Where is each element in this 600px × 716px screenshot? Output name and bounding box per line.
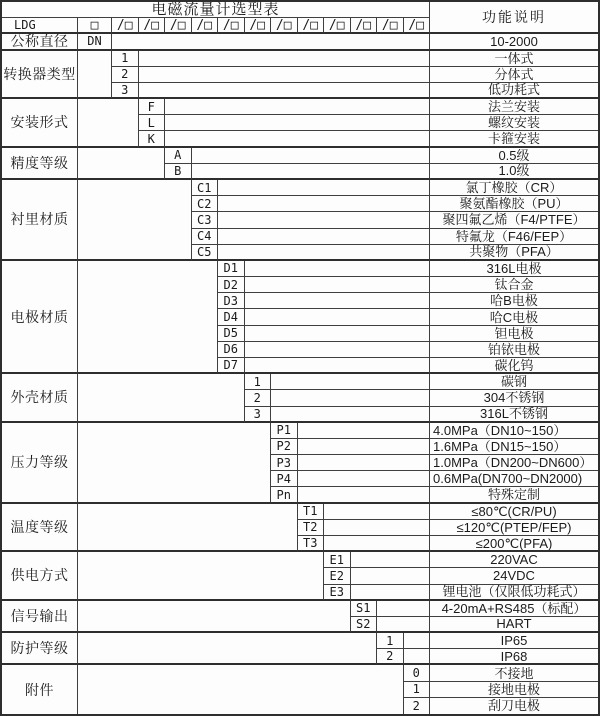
filler-cell — [78, 261, 218, 374]
filler-cell — [351, 568, 431, 584]
filler-cell — [112, 34, 430, 50]
option-desc: ≤80℃(CR/PU) — [430, 504, 598, 520]
filler-cell — [245, 326, 431, 342]
option-desc: 共聚物（PFA） — [430, 245, 598, 261]
model-slot-cell: /□ — [324, 18, 351, 34]
filler-cell — [271, 407, 430, 423]
model-slot-cell: /□ — [404, 18, 431, 34]
filler-cell — [78, 180, 192, 261]
option-desc: 1.6MPa（DN15~150） — [430, 439, 598, 455]
option-code: 1 — [377, 633, 404, 649]
filler-cell — [404, 649, 431, 665]
option-code: D6 — [218, 342, 245, 358]
group-label: 衬里材质 — [2, 180, 78, 261]
filler-cell — [165, 115, 430, 131]
option-code: C5 — [192, 245, 219, 261]
option-code: D3 — [218, 293, 245, 309]
table-title: 电磁流量计选型表 — [2, 2, 430, 18]
filler-cell — [245, 358, 431, 374]
filler-cell — [78, 51, 112, 100]
option-desc: 哈C电极 — [430, 309, 598, 325]
filler-cell — [78, 665, 404, 714]
filler-cell — [245, 261, 431, 277]
function-description-header: 功能说明 — [430, 2, 598, 34]
filler-cell — [139, 51, 431, 67]
group-label: 信号输出 — [2, 601, 78, 633]
option-code: 2 — [377, 649, 404, 665]
option-code: T1 — [298, 504, 325, 520]
option-desc: HART — [430, 617, 598, 633]
option-desc: 220VAC — [430, 552, 598, 568]
option-code: E3 — [324, 585, 351, 601]
model-base-box: □ — [78, 18, 112, 34]
option-code: P2 — [271, 439, 298, 455]
model-slot-cell: /□ — [192, 18, 219, 34]
option-code: D5 — [218, 326, 245, 342]
option-desc: 1.0MPa（DN200~DN600） — [430, 455, 598, 471]
filler-cell — [78, 601, 351, 633]
filler-cell — [218, 180, 430, 196]
option-code: T3 — [298, 536, 325, 552]
option-code: 1 — [112, 51, 139, 67]
option-desc: 特氟龙（F46/FEP） — [430, 229, 598, 245]
option-desc: ≤120℃(PTEP/FEP) — [430, 520, 598, 536]
filler-cell — [324, 520, 430, 536]
option-desc: 分体式 — [430, 67, 598, 83]
filler-cell — [78, 148, 165, 180]
group-label: 附件 — [2, 665, 78, 714]
filler-cell — [351, 552, 431, 568]
option-desc: 特殊定制 — [430, 487, 598, 503]
filler-cell — [404, 633, 431, 649]
group-label: 电极材质 — [2, 261, 78, 374]
model-slot-cell: /□ — [165, 18, 192, 34]
option-code: C1 — [192, 180, 219, 196]
model-slot-cell: /□ — [298, 18, 325, 34]
model-slot-cell: /□ — [245, 18, 272, 34]
filler-cell — [165, 99, 430, 115]
filler-cell — [324, 504, 430, 520]
option-desc: 刮刀电极 — [487, 698, 540, 714]
model-slot-cell: /□ — [218, 18, 245, 34]
option-desc: 锂电池（仅限低功耗式） — [430, 585, 598, 601]
option-code: B — [165, 164, 192, 180]
filler-cell — [298, 455, 431, 471]
option-desc: 氯丁橡胶（CR） — [430, 180, 598, 196]
option-desc: 一体式 — [430, 51, 598, 67]
filler-cell — [298, 471, 431, 487]
option-code: 1 — [245, 374, 272, 390]
option-desc: ≤200℃(PFA) — [430, 536, 598, 552]
option-code: E2 — [324, 568, 351, 584]
option-desc: 卡箍安装 — [430, 131, 598, 147]
filler-cell — [78, 423, 271, 504]
option-code: DN — [78, 34, 112, 50]
filler-cell — [78, 633, 377, 665]
group-label: 防护等级 — [2, 633, 78, 665]
option-desc: 低功耗式 — [430, 83, 598, 99]
filler-cell — [218, 245, 430, 261]
option-desc: 0.6MPa(DN700~DN2000) — [430, 471, 598, 487]
option-code: Pn — [271, 487, 298, 503]
option-desc: 0.5级 — [430, 148, 598, 164]
option-code: E1 — [324, 552, 351, 568]
option-code: F — [139, 99, 166, 115]
option-desc: 316L不锈钢 — [430, 407, 598, 423]
option-code: P3 — [271, 455, 298, 471]
option-desc: 24VDC — [430, 568, 598, 584]
group-label: 压力等级 — [2, 423, 78, 504]
model-slot-cell: /□ — [351, 18, 378, 34]
filler-cell — [377, 617, 430, 633]
filler-cell — [298, 439, 431, 455]
filler-cell — [298, 423, 431, 439]
option-desc: 碳化钨 — [430, 358, 598, 374]
filler-cell — [218, 196, 430, 212]
option-code: D1 — [218, 261, 245, 277]
filler-cell — [271, 374, 430, 390]
group-label: 精度等级 — [2, 148, 78, 180]
option-desc: 碳钢 — [430, 374, 598, 390]
filler-cell — [298, 487, 431, 503]
group-label: 外壳材质 — [2, 374, 78, 423]
option-desc: 316L电极 — [430, 261, 598, 277]
option-desc: 法兰安装 — [430, 99, 598, 115]
filler-cell — [218, 212, 430, 228]
option-desc: 10-2000 — [430, 34, 598, 50]
option-desc: 不接地 — [430, 665, 598, 681]
filler-cell — [192, 148, 431, 164]
option-desc: 钽电极 — [430, 326, 598, 342]
group-label: 公称直径 — [2, 34, 78, 50]
option-code: S1 — [351, 601, 378, 617]
filler-cell — [192, 164, 431, 180]
option-code: P4 — [271, 471, 298, 487]
filler-cell — [324, 536, 430, 552]
option-code: D2 — [218, 277, 245, 293]
option-desc: 铂铱电极 — [430, 342, 598, 358]
filler-cell — [78, 99, 139, 148]
model-slot-cell: /□ — [112, 18, 139, 34]
group-label: 供电方式 — [2, 552, 78, 601]
filler-cell — [139, 83, 431, 99]
group-label: 安装形式 — [2, 99, 78, 148]
filler-cell — [139, 67, 431, 83]
option-desc: 螺纹安装 — [430, 115, 598, 131]
filler-cell — [245, 277, 431, 293]
option-desc: 钛合金 — [430, 277, 598, 293]
model-prefix: LDG — [2, 18, 78, 34]
option-desc: 304不锈钢 — [430, 390, 598, 406]
group-label: 温度等级 — [2, 504, 78, 553]
filler-cell — [271, 390, 430, 406]
option-code: D4 — [218, 309, 245, 325]
group-label: 转换器类型 — [2, 51, 78, 100]
option-code: A — [165, 148, 192, 164]
option-code: S2 — [351, 617, 378, 633]
option-desc: 4.0MPa（DN10~150） — [430, 423, 598, 439]
option-code: P1 — [271, 423, 298, 439]
option-code: K — [139, 131, 166, 147]
model-slot-cell: /□ — [139, 18, 166, 34]
option-desc: 4-20mA+RS485（标配） — [430, 601, 598, 617]
option-desc: 1.0级 — [430, 164, 598, 180]
filler-cell — [165, 131, 430, 147]
filler-cell — [377, 601, 430, 617]
option-code: C4 — [192, 229, 219, 245]
option-desc: 哈B电极 — [430, 293, 598, 309]
filler-cell — [245, 342, 431, 358]
option-code: 1 — [404, 682, 431, 698]
option-code: T2 — [298, 520, 325, 536]
option-code: 0 — [404, 665, 431, 681]
option-code: 2 — [404, 698, 431, 714]
filler-cell — [245, 293, 431, 309]
model-slot-cell: /□ — [377, 18, 404, 34]
option-desc: IP68 — [430, 649, 598, 665]
filler-cell — [78, 552, 324, 601]
option-desc: 聚氨酯橡胶（PU） — [430, 196, 598, 212]
filler-cell — [351, 585, 431, 601]
filler-cell — [78, 374, 245, 423]
option-desc: 接地电极 — [430, 682, 598, 698]
option-code: 3 — [112, 83, 139, 99]
option-code: C2 — [192, 196, 219, 212]
option-desc: 聚四氟乙烯（F4/PTFE） — [430, 212, 598, 228]
option-code: C3 — [192, 212, 219, 228]
option-code: D7 — [218, 358, 245, 374]
filler-cell — [78, 504, 298, 553]
option-code: L — [139, 115, 166, 131]
option-code: 2 — [245, 390, 272, 406]
option-code: 2 — [112, 67, 139, 83]
filler-cell — [218, 229, 430, 245]
option-code: 3 — [245, 407, 272, 423]
filler-cell — [245, 309, 431, 325]
model-slot-cell: /□ — [271, 18, 298, 34]
option-desc: IP65 — [430, 633, 598, 649]
